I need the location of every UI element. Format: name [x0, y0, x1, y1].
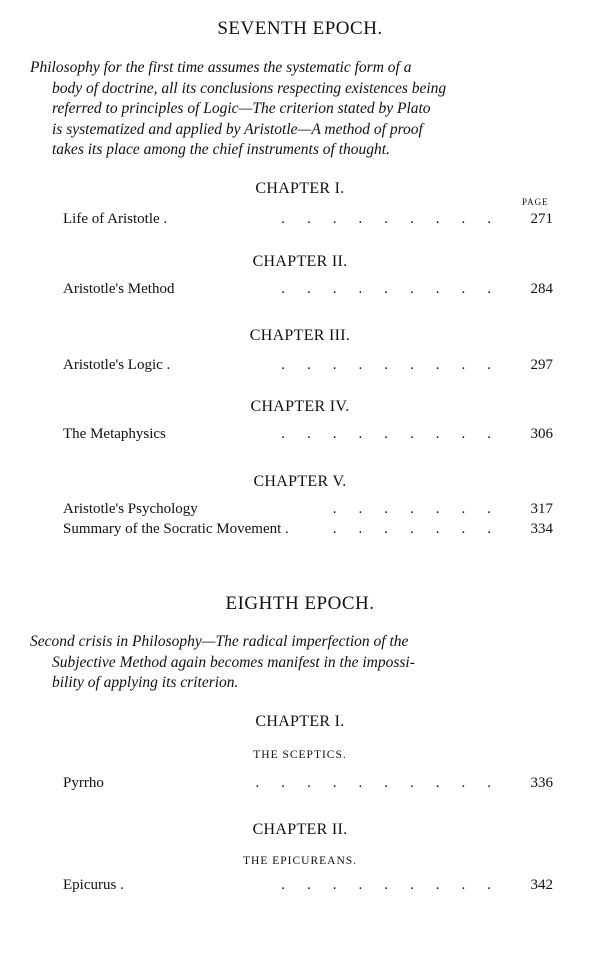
entry-page-number: 271 [530, 211, 553, 227]
dot-leader: ....... [332, 521, 513, 537]
epoch-title: EIGHTH EPOCH. [225, 593, 375, 614]
toc-entry[interactable] [63, 521, 553, 541]
entry-title: The Metaphysics [63, 426, 166, 442]
entry-page-number: 284 [530, 281, 553, 297]
epoch-title: SEVENTH EPOCH. [217, 18, 383, 39]
chapter-heading: CHAPTER I. [255, 180, 345, 197]
toc-entry[interactable] [63, 775, 553, 795]
summary-line: Philosophy for the first time assumes the systematic form of a [30, 59, 412, 76]
dot-leader: ......... [281, 426, 513, 442]
entry-page-number: 317 [530, 501, 553, 517]
entry-page-number: 306 [530, 426, 553, 442]
summary-line: body of doctrine, all its conclusions respecting existences being [52, 79, 447, 97]
chapter-heading: CHAPTER II. [252, 821, 348, 838]
toc-entry[interactable] [63, 357, 553, 377]
summary-line: is systematized and applied by Aristotle—A method of proof [52, 120, 423, 138]
epoch-summary [30, 58, 520, 161]
dot-leader: .......... [255, 775, 513, 791]
chapter-heading: CHAPTER V. [253, 473, 347, 490]
chapter-subheading: THE EPICUREANS. [242, 855, 358, 867]
summary-line: Second crisis in Philosophy—The radical imperfection of the [30, 633, 409, 650]
chapter-subheading: THE SCEPTICS. [253, 749, 347, 761]
page-column-label: PAGE [522, 197, 549, 207]
dot-leader: ......... [281, 281, 513, 297]
epoch-summary [30, 632, 520, 694]
chapter-heading: CHAPTER III. [249, 327, 351, 344]
entry-page-number: 297 [530, 357, 553, 373]
entry-title: Aristotle's Psychology [63, 501, 198, 517]
entry-title: Aristotle's Logic . [63, 357, 171, 373]
entry-title: Life of Aristotle . [63, 211, 168, 227]
summary-line: referred to principles of Logic—The criterion stated by Plato [52, 100, 431, 118]
entry-title: Summary of the Socratic Movement . [63, 521, 289, 537]
toc-entry[interactable] [63, 211, 553, 231]
entry-title: Aristotle's Method [63, 281, 175, 297]
dot-leader: ....... [332, 501, 513, 517]
entry-page-number: 342 [530, 877, 553, 893]
toc-entry[interactable] [63, 426, 553, 446]
chapter-heading: CHAPTER IV. [250, 398, 350, 415]
dot-leader: ......... [281, 877, 513, 893]
summary-line: Subjective Method again becomes manifest in the impossi- [52, 653, 415, 671]
toc-entry[interactable] [63, 501, 553, 521]
entry-page-number: 334 [530, 521, 553, 537]
toc-entry[interactable] [63, 281, 553, 301]
dot-leader: ......... [281, 357, 513, 373]
entry-title: Epicurus . [63, 877, 124, 893]
chapter-heading: CHAPTER I. [255, 713, 345, 730]
entry-page-number: 336 [530, 775, 553, 791]
summary-line: bility of applying its criterion. [52, 674, 239, 692]
toc-entry[interactable] [63, 877, 553, 897]
chapter-heading: CHAPTER II. [252, 253, 348, 270]
summary-line: takes its place among the chief instruments of thought. [52, 141, 390, 159]
entry-title: Pyrrho [63, 775, 104, 791]
dot-leader: ......... [281, 211, 513, 227]
